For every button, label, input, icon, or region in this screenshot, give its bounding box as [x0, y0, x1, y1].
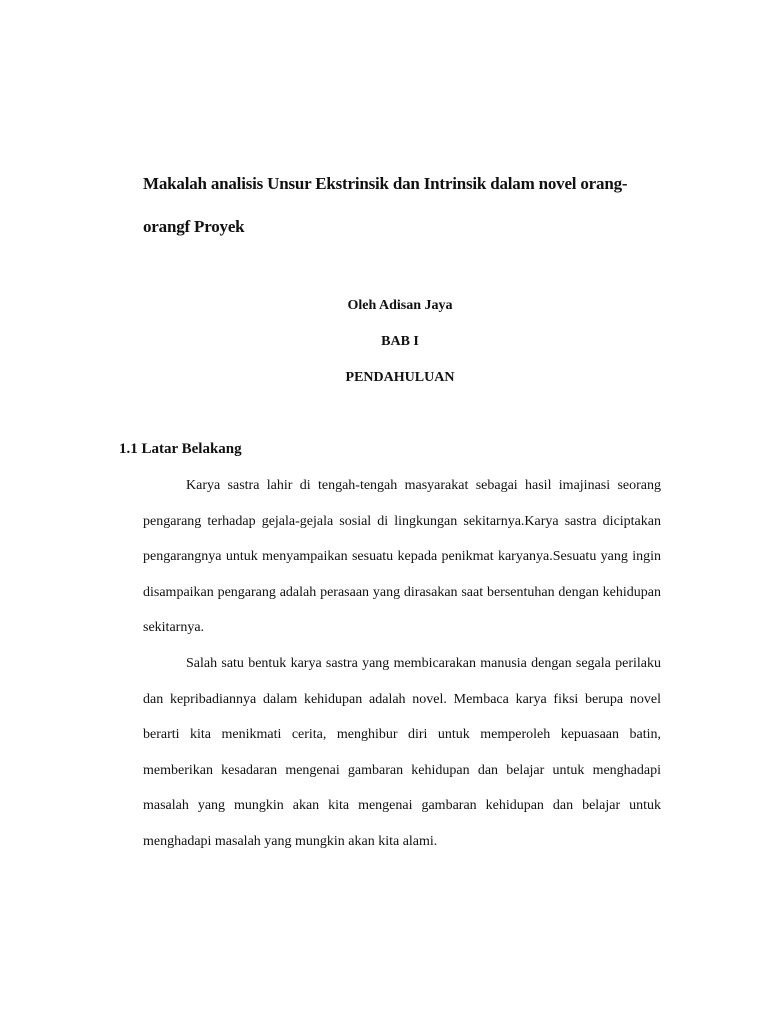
document-title: Makalah analisis Unsur Ekstrinsik dan Intrinsik dalam novel orang-orangf Proyek	[143, 174, 628, 236]
author-line: Oleh Adisan Jaya	[347, 298, 453, 313]
chapter-title: PENDAHULUAN	[345, 370, 455, 385]
body-paragraph: Karya sastra lahir di tengah-tengah masyarakat sebagai hasil imajinasi seorang pengarang terhadap gejala-gejala sosial di lingkungan sekitarnya.Karya sastra diciptakan pengarangnya untuk menyampaikan sesuatu kepada penikmat karyanya.Sesuatu yang ingin disampaikan pengarang adalah perasaan yang dirasakan saat bersentuhan dengan kehidupan sekitarnya.	[143, 478, 661, 636]
section-heading: 1.1 Latar Belakang	[119, 441, 242, 457]
chapter-number: BAB I	[381, 334, 419, 349]
body-paragraph: Salah satu bentuk karya sastra yang membicarakan manusia dengan segala perilaku dan kepribadiannya dalam kehidupan adalah novel. Membaca karya fiksi berupa novel berarti kita menikmati cerita, menghibur diri untuk memperoleh kepuasaan batin, memberikan kesadaran mengenai gambaran kehidupan dan belajar untuk menghadapi masalah yang mungkin akan kita mengenai gambaran kehidupan dan belajar untuk menghadapi masalah yang mungkin akan kita alami.	[143, 656, 661, 849]
